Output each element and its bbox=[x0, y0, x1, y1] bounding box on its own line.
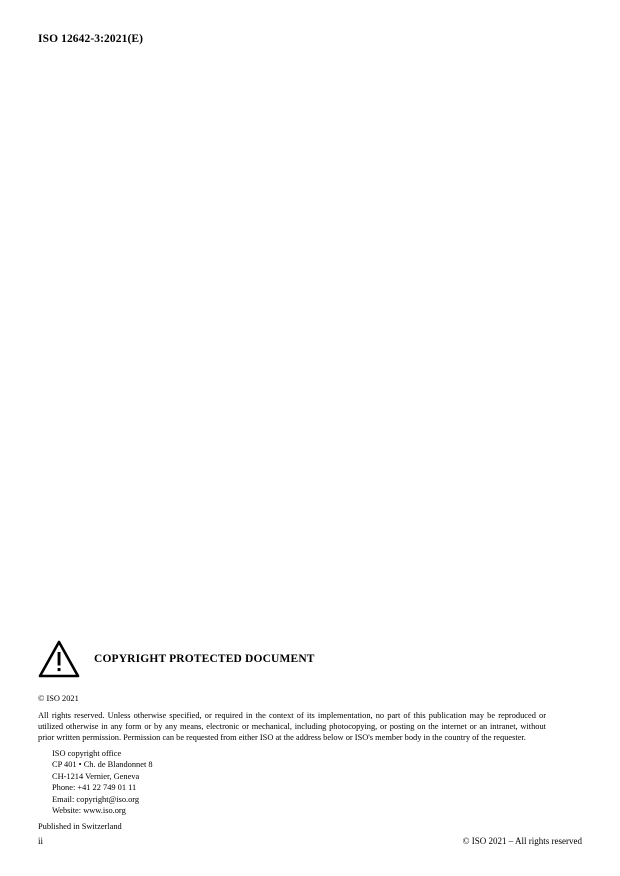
warning-triangle-icon bbox=[38, 640, 80, 678]
copyright-block bbox=[38, 640, 548, 832]
published-line: Published in Switzerland bbox=[38, 821, 122, 831]
copyright-notice: All rights reserved. Unless otherwise specified, or required in the context of its implementation, no part of this publication may be reproduced or utilized otherwise in any form or by any means, electronic or mechanical, including photocopying, or posting on the internet or an intranet, without prior written permission. Permission can be requested from either ISO at the address below or ISO's member body in the country of the requester. bbox=[38, 710, 546, 742]
address-line: Website: www.iso.org bbox=[52, 806, 126, 816]
copyright-year: © ISO 2021 bbox=[38, 694, 79, 703]
address-line: CH-1214 Vernier, Geneva bbox=[52, 771, 140, 781]
address-line: Phone: +41 22 749 01 11 bbox=[52, 783, 137, 793]
copyright-title: COPYRIGHT PROTECTED DOCUMENT bbox=[94, 653, 315, 665]
footer-page-number: ii bbox=[38, 836, 44, 846]
copyright-address bbox=[52, 748, 548, 817]
address-line: CP 401 • Ch. de Blandonnet 8 bbox=[52, 760, 153, 770]
address-line: ISO copyright office bbox=[52, 749, 122, 759]
footer-rights: © ISO 2021 – All rights reserved bbox=[462, 836, 582, 846]
address-line: Email: copyright@iso.org bbox=[52, 794, 140, 804]
page-header: ISO 12642-3:2021(E) bbox=[38, 33, 144, 45]
copyright-title-row bbox=[38, 640, 548, 678]
